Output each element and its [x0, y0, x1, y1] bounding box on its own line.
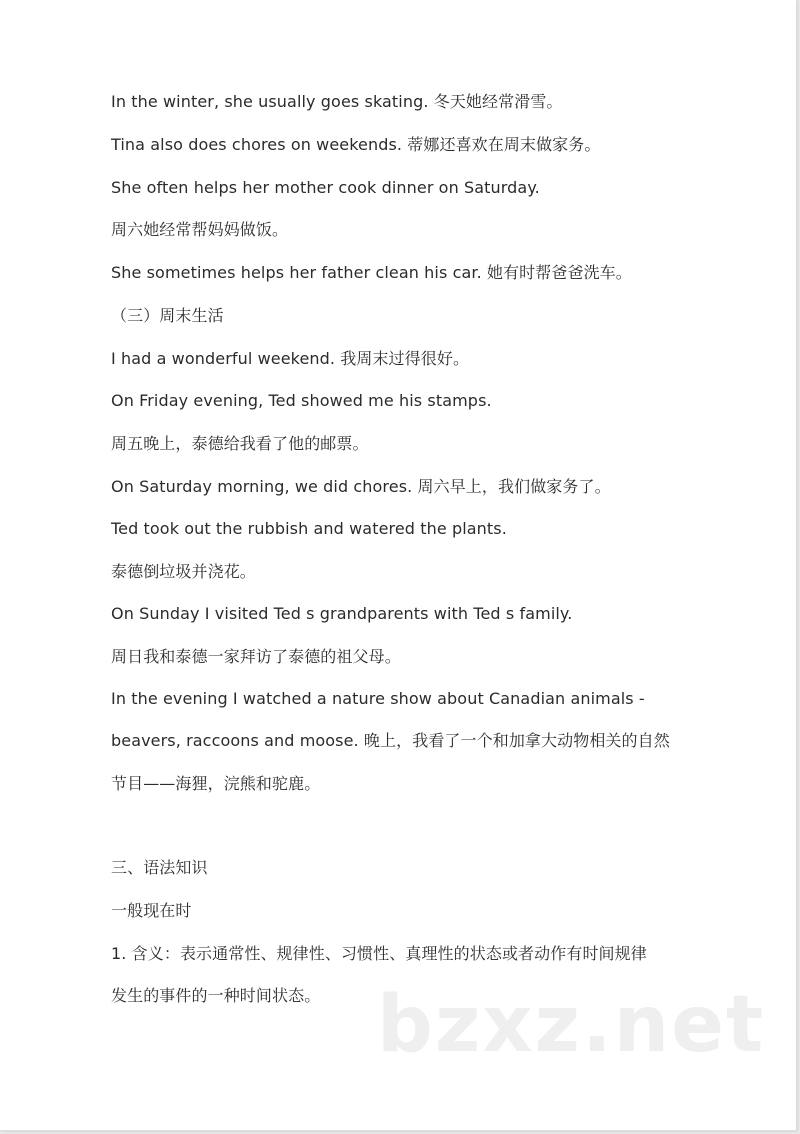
text-line-canadian-animals: beavers, raccoons and moose. 晚上，我看了一个和加拿大动物相关的自然: [111, 731, 670, 750]
text-line-friday-stamps-zh: 周五晚上，泰德给我看了他的邮票。: [111, 434, 369, 453]
text-line-saturday-chores: On Saturday morning, we did chores. 周六早上，我们做家务了。: [111, 477, 611, 496]
text-line-rubbish-plants: Ted took out the rubbish and watered the plants.: [111, 519, 507, 538]
text-line-sunday-grandparents-zh: 周日我和泰德一家拜访了泰德的祖父母。: [111, 647, 401, 666]
text-line-helps-mother: She often helps her mother cook dinner on Saturday.: [111, 178, 540, 197]
text-line-winter-skating: In the winter, she usually goes skating. 冬天她经常滑雪。: [111, 92, 563, 111]
section-heading-grammar: 三、语法知识: [111, 858, 208, 877]
text-line-friday-stamps: On Friday evening, Ted showed me his stamps.: [111, 391, 492, 410]
subheading-simple-present: 一般现在时: [111, 901, 192, 920]
text-line-sunday-grandparents: On Sunday I visited Ted s grandparents with Ted s family.: [111, 604, 573, 623]
text-line-helps-father: She sometimes helps her father clean his car. 她有时帮爸爸洗车。: [111, 263, 632, 282]
text-line-tina-chores: Tina also does chores on weekends. 蒂娜还喜欢在周末做家务。: [111, 135, 601, 154]
watermark: bzxz.net: [377, 980, 766, 1070]
section-heading-weekend-life: （三）周末生活: [111, 306, 224, 325]
text-line-definition-cont: 发生的事件的一种时间状态。: [111, 986, 321, 1005]
text-line-wonderful-weekend: I had a wonderful weekend. 我周末过得很好。: [111, 349, 470, 368]
text-line-nature-show: In the evening I watched a nature show about Canadian animals -: [111, 689, 645, 708]
text-line-rubbish-plants-zh: 泰德倒垃圾并浇花。: [111, 562, 256, 581]
text-line-helps-mother-zh: 周六她经常帮妈妈做饭。: [111, 220, 289, 239]
text-line-canadian-animals-zh: 节目——海狸，浣熊和驼鹿。: [111, 774, 321, 793]
text-line-definition: 1. 含义：表示通常性、规律性、习惯性、真理性的状态或者动作有时间规律: [111, 944, 647, 963]
